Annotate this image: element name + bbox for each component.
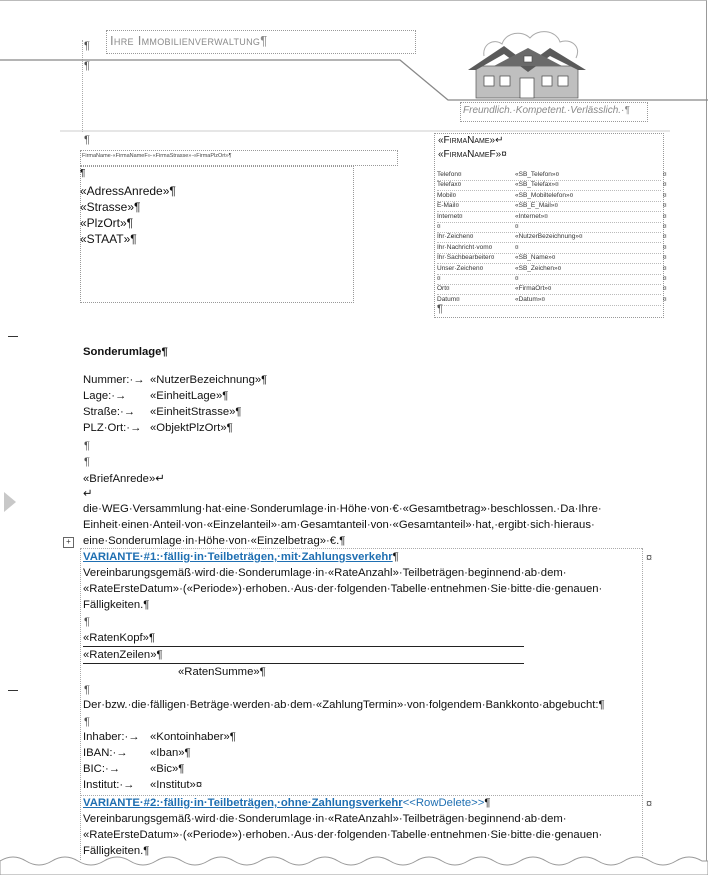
intro-line[interactable]: die·WEG·Versammlung·hat·eine·Sonderumlage·in·Höhe·von·€·«Gesamtbetrag»·beschlossen.·Da·Ihre· [83,503,602,515]
info-label: Unser·Zeichen¤ [437,264,484,272]
row-end-mark: ¤ [663,233,667,241]
payment-text[interactable]: Der·bzw.·die·fälligen·Beträge·werden·ab·dem·«ZahlungTermin»·von·folgendem·Bankkonto·abgebucht:¶ [83,699,605,711]
row-end-mark: ¤ [646,552,653,564]
row-end-mark: ¤ [663,254,667,262]
info-label: Telefax¤ [437,181,462,189]
info-row[interactable] [437,191,667,202]
row-end-mark: ¤ [663,295,667,303]
address-line[interactable]: ¶ [80,168,86,179]
firm-name-f[interactable]: «FirmaNameF»¤ [438,149,507,160]
company-name-text: Ihre Immobilienverwaltung [110,33,261,48]
variant2-line[interactable]: «RateErsteDatum»·(«Periode»)·erhoben.·Aus·der·folgenden·Tabelle·entnehmen·Sie·bitte·die·genauen· [83,829,603,841]
info-label: ¤ [437,275,441,282]
info-label: Ort¤ [437,285,450,293]
info-value: «SB_Mobiltelefon»¤ [515,191,574,199]
field-label: Nummer:·→ [83,374,145,386]
pilcrow: ¶ [437,303,443,315]
variant1-title[interactable] [83,551,399,563]
table-rule [83,646,524,647]
pilcrow: ¶ [260,33,268,48]
row-end-mark: ¤ [663,285,667,293]
info-label: Ihr·Zeichen¤ [437,233,474,241]
info-label: Ihr·Sachbearbeiter¤ [437,254,495,262]
field-label: Straße:·→ [83,406,136,418]
firm-name[interactable]: «FirmaName»↵ [438,135,504,146]
row-end-mark: ¤ [663,243,667,251]
table-border [80,795,642,796]
address-line[interactable]: «Strasse»¶ [80,200,141,214]
info-row[interactable] [437,232,667,243]
raten-zeilen[interactable]: «RatenZeilen»¶ [83,649,163,661]
info-label: Ihr·Nachricht·vom¤ [437,243,493,251]
row-end-mark: ¤ [663,212,667,220]
info-row[interactable] [437,170,667,181]
info-value: «SB_Telefon»¤ [515,171,560,178]
bank-value[interactable]: «Kontoinhaber»¶ [150,731,236,743]
row-end-mark: ¤ [646,798,653,810]
info-value: ¤ [515,223,519,230]
info-row[interactable] [437,295,667,306]
info-row[interactable] [437,253,667,264]
intro-line[interactable]: eine·Sonderumlage·in·Höhe·von·«Einzelbetrag»·€.¶ [83,535,346,547]
bank-label: IBAN:·→ [83,747,128,759]
subject-line[interactable]: Sonderumlage¶ [83,346,168,358]
info-label: Mobil¤ [437,191,457,199]
row-end-mark: ¤ [663,171,667,178]
info-label: Datum¤ [437,295,460,303]
info-row[interactable] [437,243,667,254]
info-value: «NutzerBezeichnung»¤ [515,233,583,241]
line-break-mark: ↵ [83,488,93,500]
table-border [642,548,643,860]
field-value[interactable]: «EinheitStrasse»¶ [150,406,242,418]
field-value[interactable]: «ObjektPlzOrt»¶ [150,422,233,434]
row-end-mark: ¤ [663,223,667,230]
pilcrow: ¶ [84,684,90,696]
info-row[interactable] [437,201,667,212]
table-rule [83,663,524,664]
variant2-title[interactable] [83,797,490,809]
row-end-mark: ¤ [663,202,667,210]
row-end-mark: ¤ [663,264,667,272]
info-row[interactable] [437,180,667,191]
variant2-title-text: VARIANTE·#2:·fällig·in·Teilbeträgen,·ohne·Zahlungsverkehr [83,797,403,809]
info-label: Internet¤ [437,212,463,220]
pilcrow: ¶ [484,797,491,809]
sender-line[interactable]: FirmaName·«FirmaNameF»·«FirmaStrasse»·«FirmaPlzOrt»¶ [82,153,232,159]
row-end-mark: ¤ [663,191,667,199]
header-line-graphic [0,55,708,135]
variant1-line[interactable]: «RateErsteDatum»·(«Periode»)·erhoben.·Aus·der·folgenden·Tabelle·entnehmen·Sie·bitte·die·genauen· [83,583,603,595]
intro-line[interactable]: Einheit·einen·Anteil·von·«Einzelanteil»·am·Gesamtanteil·von·«Gesamtanteil»·hat,·ergibt·sich·hieraus· [83,519,595,531]
bank-label: Institut:·→ [83,779,135,791]
variant2-line[interactable]: Vereinbarungsgemäß·wird·die·Sonderumlage·in·«RateAnzahl»·Teilbeträgen·beginnend·ab·dem· [83,813,567,825]
table-move-handle-icon[interactable]: + [63,537,74,548]
row-end-mark: ¤ [663,275,667,282]
pilcrow: ¶ [84,456,90,468]
page-tear-edge [0,853,708,875]
raten-summe[interactable]: «RatenSumme»¶ [178,666,266,678]
variant1-line[interactable]: Fälligkeiten.¶ [83,599,150,611]
info-label: ¤ [437,223,441,230]
pilcrow: ¶ [84,616,90,628]
address-line[interactable]: «AdressAnrede»¶ [80,184,176,198]
raten-kopf[interactable]: «RatenKopf»¶ [83,632,156,644]
field-label: Lage:·→ [83,390,127,402]
variant2-line[interactable]: Fälligkeiten.¶ [83,845,150,857]
info-value: «SB_Name»¤ [515,254,556,262]
slogan[interactable]: Freundlich.·Kompetent.·Verlässlich.·¶ [463,105,630,116]
info-row[interactable] [437,264,667,275]
table-border [80,548,642,549]
field-value[interactable]: «EinheitLage»¶ [150,390,229,402]
info-value: ¤ [515,275,519,282]
bank-value[interactable]: «Bic»¶ [150,763,185,775]
row-delete-tag: <<RowDelete>> [402,797,485,809]
bank-label: BIC:·→ [83,763,121,775]
info-row[interactable] [437,212,667,223]
info-value: «Datum»¤ [515,295,545,303]
table-border [80,548,81,860]
row-end-mark: ¤ [663,181,667,189]
margin-mark [8,690,18,691]
info-row[interactable] [437,284,667,295]
bank-value[interactable]: «Institut»¤ [150,779,203,791]
pilcrow: ¶ [84,716,90,728]
info-value: «SB_Telefax»¤ [515,181,559,189]
info-value: «FirmaOrt»¤ [515,285,552,293]
info-row[interactable] [437,222,667,233]
bank-value[interactable]: «Iban»¶ [150,747,191,759]
address-line[interactable]: «PlzOrt»¶ [80,216,134,230]
margin-mark [8,336,18,337]
info-value: ¤ [515,243,519,251]
pilcrow: ¶ [84,60,90,72]
field-label: PLZ·Ort:·→ [83,422,142,434]
salutation[interactable]: «BriefAnrede»↵ [83,473,165,485]
pilcrow: ¶ [84,440,90,452]
info-value: «Internet»¤ [515,212,548,220]
pilcrow: ¶ [84,40,90,52]
info-value: «SB_E_Mail»¤ [515,202,558,210]
house-logo-icon [464,26,590,102]
info-label: Telefon¤ [437,171,462,178]
company-name[interactable] [110,33,267,48]
expand-arrow-icon[interactable] [4,492,16,512]
info-label: E-Mail¤ [437,202,460,210]
pilcrow: ¶ [392,551,399,563]
variant1-line[interactable]: Vereinbarungsgemäß·wird·die·Sonderumlage·in·«RateAnzahl»·Teilbeträgen·beginnend·ab·dem· [83,567,567,579]
bank-label: Inhaber:·→ [83,731,140,743]
variant1-title-text: VARIANTE·#1:·fällig·in·Teilbeträgen,·mit·Zahlungsverkehr [83,551,393,563]
pilcrow: ¶ [84,134,90,146]
address-line[interactable]: «STAAT»¶ [80,232,137,246]
info-value: «SB_Zeichen»¤ [515,264,562,272]
field-value[interactable]: «NutzerBezeichnung»¶ [150,374,268,386]
info-row[interactable] [437,274,667,285]
